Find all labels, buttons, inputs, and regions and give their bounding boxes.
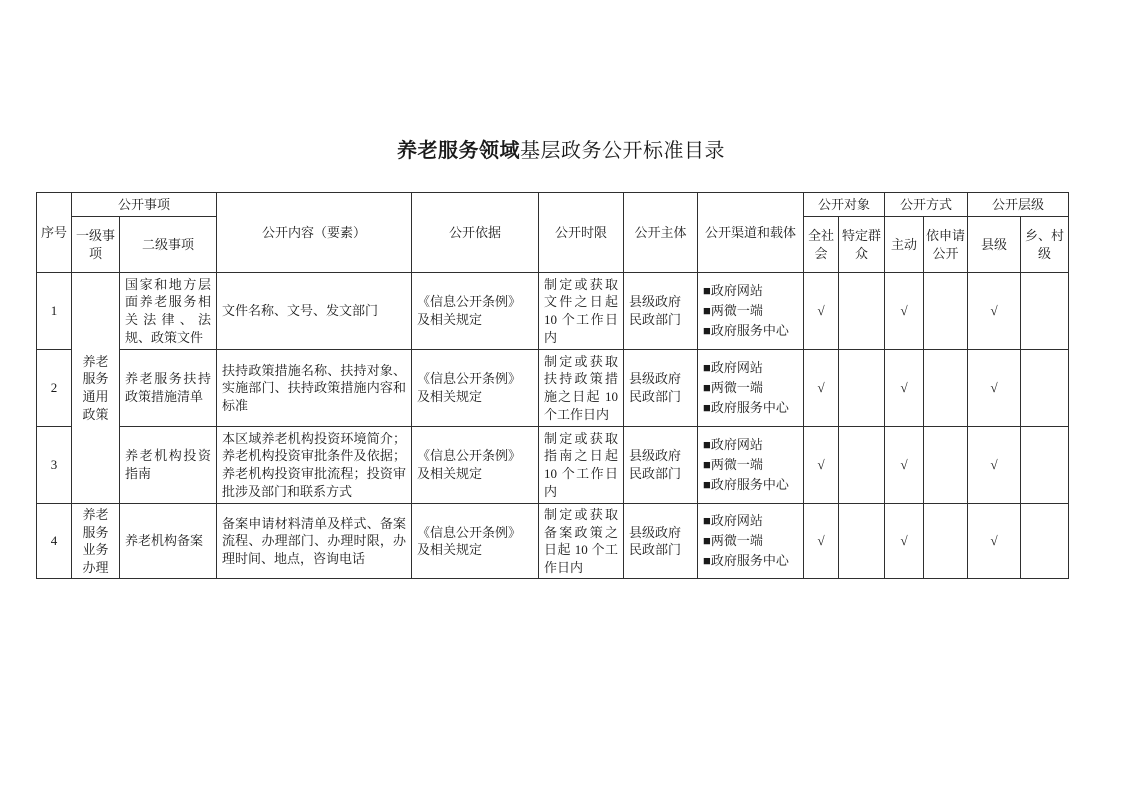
header-all-society: 全社会 (804, 217, 839, 273)
channel-item: ■两微一端 (703, 379, 763, 395)
table-row (37, 504, 1069, 579)
cell-channels (698, 427, 804, 504)
header-time-limit: 公开时限 (539, 193, 624, 273)
check-mark-all-society: √ (804, 273, 839, 350)
check-mark-specific-groups (839, 273, 885, 350)
cell-subject: 县级政府民政部门 (624, 350, 698, 427)
cell-channels (698, 273, 804, 350)
check-mark-township (1021, 427, 1069, 504)
header-subject: 公开主体 (624, 193, 698, 273)
header-level1: 一级事项 (72, 217, 120, 273)
header-county: 县级 (968, 217, 1021, 273)
check-mark-on-request (924, 504, 968, 579)
cell-content: 文件名称、文号、发文部门 (217, 273, 412, 350)
header-audience-group: 公开对象 (804, 193, 885, 217)
cell-no: 1 (37, 273, 72, 350)
table-row (37, 350, 1069, 427)
cell-basis: 《信息公开条例》及相关规定 (412, 273, 539, 350)
cell-level2: 养老服务扶持政策措施清单 (120, 350, 217, 427)
check-mark-on-request (924, 427, 968, 504)
check-mark-on-request (924, 273, 968, 350)
check-mark-county: √ (968, 427, 1021, 504)
header-channels: 公开渠道和载体 (698, 193, 804, 273)
check-mark-proactive: √ (885, 427, 924, 504)
disclosure-standard-table (36, 192, 1069, 579)
channel-item: ■政府网站 (703, 512, 763, 528)
cell-channels (698, 350, 804, 427)
cell-basis: 《信息公开条例》及相关规定 (412, 427, 539, 504)
check-mark-specific-groups (839, 350, 885, 427)
check-mark-proactive: √ (885, 273, 924, 350)
check-mark-all-society: √ (804, 427, 839, 504)
cell-level1-general-policy: 养老服务通用政策 (72, 273, 120, 504)
cell-subject: 县级政府民政部门 (624, 427, 698, 504)
header-township: 乡、村级 (1021, 217, 1069, 273)
page-title (0, 134, 1122, 163)
page-title-rest-part: 基层政务公开标准目录 (520, 140, 725, 162)
check-mark-all-society: √ (804, 350, 839, 427)
header-level-group: 公开层级 (968, 193, 1069, 217)
cell-time-limit: 制定或获取文件之日起 10 个工作日内 (539, 273, 624, 350)
header-no: 序号 (37, 193, 72, 273)
check-mark-county: √ (968, 504, 1021, 579)
channel-item: ■两微一端 (703, 533, 763, 549)
header-method-group: 公开方式 (885, 193, 968, 217)
cell-no: 2 (37, 350, 72, 427)
cell-no: 3 (37, 427, 72, 504)
header-content: 公开内容（要素） (217, 193, 412, 273)
check-mark-specific-groups (839, 427, 885, 504)
channel-item: ■政府网站 (703, 282, 763, 298)
channel-item: ■政府服务中心 (703, 553, 789, 569)
check-mark-proactive: √ (885, 504, 924, 579)
cell-level2: 养老机构备案 (120, 504, 217, 579)
cell-level1-business-handling: 养老服务业务办理 (72, 504, 120, 579)
check-mark-all-society: √ (804, 504, 839, 579)
cell-basis: 《信息公开条例》及相关规定 (412, 350, 539, 427)
check-mark-on-request (924, 350, 968, 427)
channel-item: ■政府服务中心 (703, 400, 789, 416)
check-mark-proactive: √ (885, 350, 924, 427)
header-proactive: 主动 (885, 217, 924, 273)
header-items-group: 公开事项 (72, 193, 217, 217)
table-row (37, 273, 1069, 350)
check-mark-township (1021, 273, 1069, 350)
cell-subject: 县级政府民政部门 (624, 504, 698, 579)
check-mark-county: √ (968, 350, 1021, 427)
cell-no: 4 (37, 504, 72, 579)
header-level2: 二级事项 (120, 217, 217, 273)
header-specific-groups: 特定群众 (839, 217, 885, 273)
check-mark-specific-groups (839, 504, 885, 579)
channel-item: ■政府服务中心 (703, 477, 789, 493)
cell-time-limit: 制定或获取扶持政策措施之日起 10 个工作日内 (539, 350, 624, 427)
channel-item: ■政府服务中心 (703, 323, 789, 339)
cell-content: 备案申请材料清单及样式、备案流程、办理部门、办理时限，办理时间、地点，咨询电话 (217, 504, 412, 579)
cell-basis: 《信息公开条例》及相关规定 (412, 504, 539, 579)
header-on-request: 依申请公开 (924, 217, 968, 273)
cell-time-limit: 制定或获取指南之日起 10 个工作日内 (539, 427, 624, 504)
cell-content: 本区域养老机构投资环境简介；养老机构投资审批条件及依据；养老机构投资审批流程；投资审批涉及部门和联系方式 (217, 427, 412, 504)
check-mark-township (1021, 350, 1069, 427)
cell-channels (698, 504, 804, 579)
channel-item: ■政府网站 (703, 359, 763, 375)
channel-item: ■两微一端 (703, 456, 763, 472)
channel-item: ■两微一端 (703, 302, 763, 318)
cell-level2: 国家和地方层面养老服务相关法律、法规、政策文件 (120, 273, 217, 350)
check-mark-township (1021, 504, 1069, 579)
cell-level2: 养老机构投资指南 (120, 427, 217, 504)
cell-time-limit: 制定或获取备案政策之日起 10 个工作日内 (539, 504, 624, 579)
channel-item: ■政府网站 (703, 436, 763, 452)
table-row (37, 427, 1069, 504)
check-mark-county: √ (968, 273, 1021, 350)
cell-content: 扶持政策措施名称、扶持对象、实施部门、扶持政策措施内容和标准 (217, 350, 412, 427)
header-basis: 公开依据 (412, 193, 539, 273)
page-title-bold-part: 养老服务领域 (397, 140, 520, 162)
cell-subject: 县级政府民政部门 (624, 273, 698, 350)
